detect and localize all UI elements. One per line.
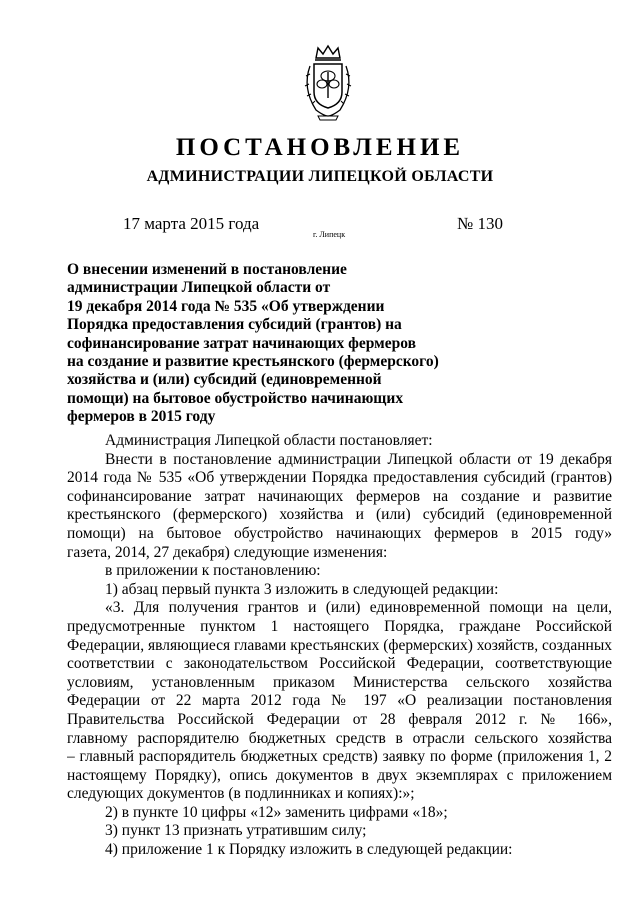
heading-line: 19 декабря 2014 года № 535 «Об утверждении [67, 297, 385, 315]
body-line: 4) приложение 1 к Порядку изложить в следующей редакции: [105, 841, 513, 859]
issuing-authority: АДМИНИСТРАЦИИ ЛИПЕЦКОЙ ОБЛАСТИ [146, 168, 494, 185]
body-line: газета, 2014, 27 декабря) следующие изменения: [67, 543, 388, 561]
body-line: условиям, установленным приказом Министерства сельского хозяйства [67, 673, 612, 691]
body-line: 2014 года № 535 «Об утверждении Порядка предоставления субсидий (грантов) [67, 469, 612, 487]
document-number: № 130 [457, 214, 503, 233]
body-line: Федерации, являющиеся главами крестьянских (фермерских) хозяйств, созданных [67, 636, 612, 654]
body-line: Федерации от 22 марта 2012 года № 197 «О реализации постановления [67, 692, 612, 710]
document-date: 17 марта 2015 года [123, 214, 260, 233]
heading-line: помощи) на бытовое обустройство начинающих [67, 389, 404, 407]
body-line: 2) в пункте 10 цифры «12» заменить цифрами «18»; [105, 803, 448, 821]
body-line: Внести в постановление администрации Липецкой области от 19 декабря [105, 450, 612, 468]
heading-line: на создание и развитие крестьянского (фермерского) [67, 353, 439, 371]
heading-line: хозяйства и (или) субсидий (единовременной [67, 371, 382, 389]
heading-line: софинансирование затрат начинающих фермеров [67, 334, 416, 352]
body-line: «3. Для получения грантов и (или) единовременной помощи на цели, [105, 599, 612, 617]
document-city: г. Липецк [313, 230, 346, 239]
body-line: софинансирование затрат начинающих фермеров на создание и развитие [67, 487, 612, 505]
body-line: 3) пункт 13 признать утратившим силу; [105, 822, 367, 840]
body-line: следующих документов (в подлинниках и копиях):»; [67, 785, 415, 803]
document-title: ПОСТАНОВЛЕНИЕ [175, 134, 465, 161]
heading-line: администрации Липецкой области от [67, 279, 331, 297]
body-line: Администрация Липецкой области постановляет: [105, 432, 433, 449]
coat-of-arms-emblem [298, 44, 358, 122]
body-line: в приложении к постановлению: [105, 562, 321, 580]
body-line: предусмотренные пунктом 1 настоящего Порядка, граждане Российской [67, 617, 612, 635]
body-line: Правительства Российской Федерации от 28 февраля 2012 г. № 166», [67, 710, 612, 728]
body-line: главному распорядителю бюджетных средств в отрасли сельского хозяйства [67, 729, 612, 747]
body-line: соответствии с законодательством Российской Федерации, соответствующие [67, 655, 612, 673]
heading-line: фермеров в 2015 году [67, 408, 216, 426]
body-line: крестьянского (фермерского) хозяйства и (или) субсидий (единовременной [67, 506, 612, 524]
body-line: – главный распорядитель бюджетных средств) заявку по форме (приложения 1, 2 [67, 748, 612, 766]
body-line: помощи) на бытовое обустройство начинающих фермеров в 2015 году» [67, 524, 612, 542]
heading-line: Порядка предоставления субсидий (грантов) на [67, 316, 402, 334]
resolution-body [67, 432, 612, 860]
resolution-heading [67, 261, 487, 427]
body-line: настоящему Порядку), опись документов в двух экземплярах с приложением [67, 766, 612, 784]
body-line: 1) абзац первый пункта 3 изложить в следующей редакции: [105, 580, 499, 598]
heading-line: О внесении изменений в постановление [67, 261, 347, 278]
